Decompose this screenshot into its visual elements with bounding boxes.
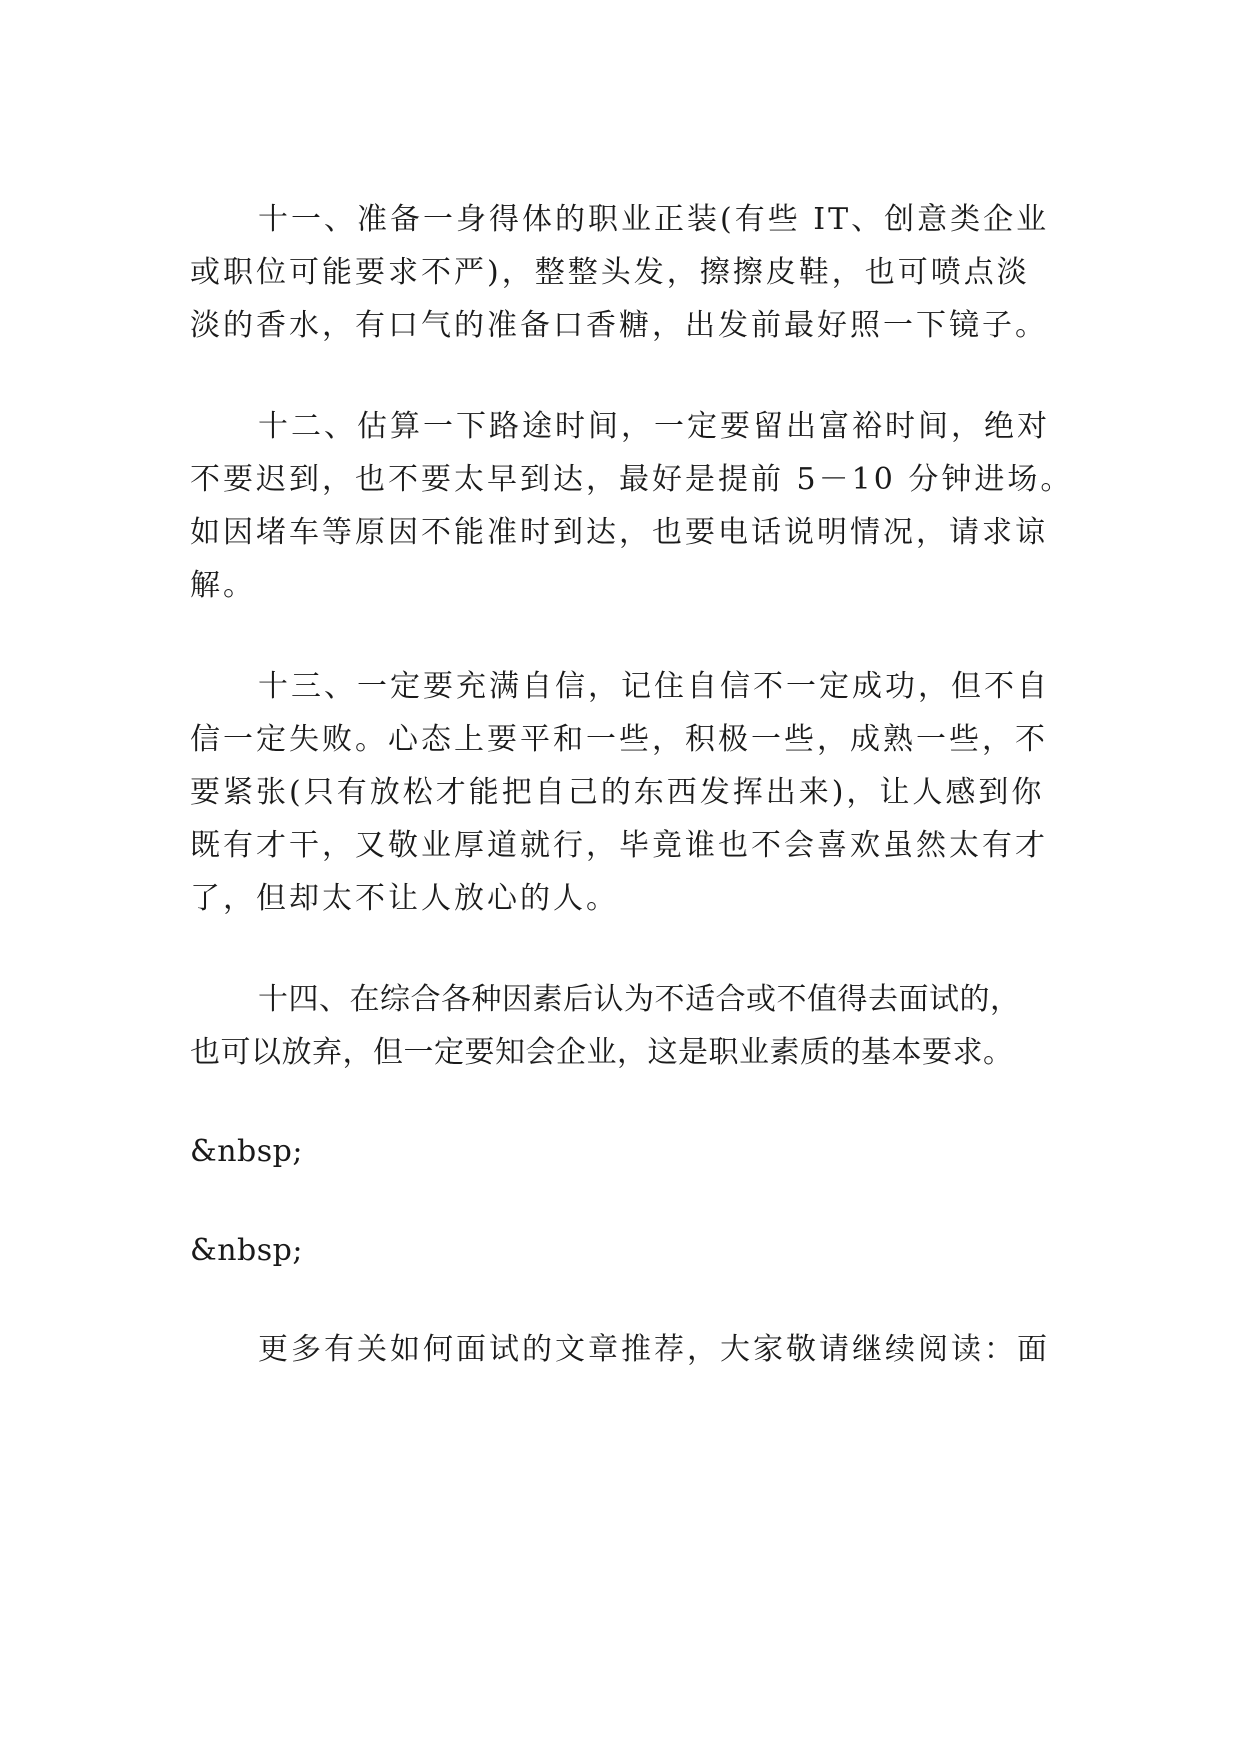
paragraph-11-line-1: 十一、准备一身得体的职业正装(有些 IT、创意类企业 xyxy=(258,202,1050,237)
paragraph-11-line-3: 淡的香水，有口气的准备口香糖，出发前最好照一下镜子。 xyxy=(190,308,1048,343)
paragraph-13-line-3: 要紧张(只有放松才能把自己的东西发挥出来)，让人感到你 xyxy=(190,775,1045,810)
paragraph-13-line-4: 既有才干，又敬业厚道就行，毕竟谁也不会喜欢虽然太有才 xyxy=(190,828,1048,863)
paragraph-14-line-2: 也可以放弃，但一定要知会企业，这是职业素质的基本要求。 xyxy=(190,1035,1014,1070)
paragraph-13-line-5: 了，但却太不让人放心的人。 xyxy=(190,881,619,916)
paragraph-13-line-2: 信一定失败。心态上要平和一些，积极一些，成熟一些，不 xyxy=(190,722,1048,757)
nbsp-line-2: &nbsp; xyxy=(190,1233,303,1268)
paragraph-more-line-1: 更多有关如何面试的文章推荐，大家敬请继续阅读：面 xyxy=(258,1332,1050,1367)
paragraph-12-line-4: 解。 xyxy=(190,568,256,603)
paragraph-14-line-1: 十四、在综合各种因素后认为不适合或不值得去面试的， xyxy=(258,982,1021,1017)
paragraph-13-line-1: 十三、一定要充满自信，记住自信不一定成功，但不自 xyxy=(258,669,1050,704)
paragraph-12-line-3: 如因堵车等原因不能准时到达，也要电话说明情况，请求谅 xyxy=(190,515,1048,550)
paragraph-12-line-1: 十二、估算一下路途时间，一定要留出富裕时间，绝对 xyxy=(258,409,1050,444)
paragraph-12-line-2: 不要迟到，也不要太早到达，最好是提前 5－10 分钟进场。 xyxy=(190,462,1074,497)
nbsp-line-1: &nbsp; xyxy=(190,1134,303,1169)
paragraph-11-line-2: 或职位可能要求不严)，整整头发，擦擦皮鞋，也可喷点淡 xyxy=(190,255,1030,290)
